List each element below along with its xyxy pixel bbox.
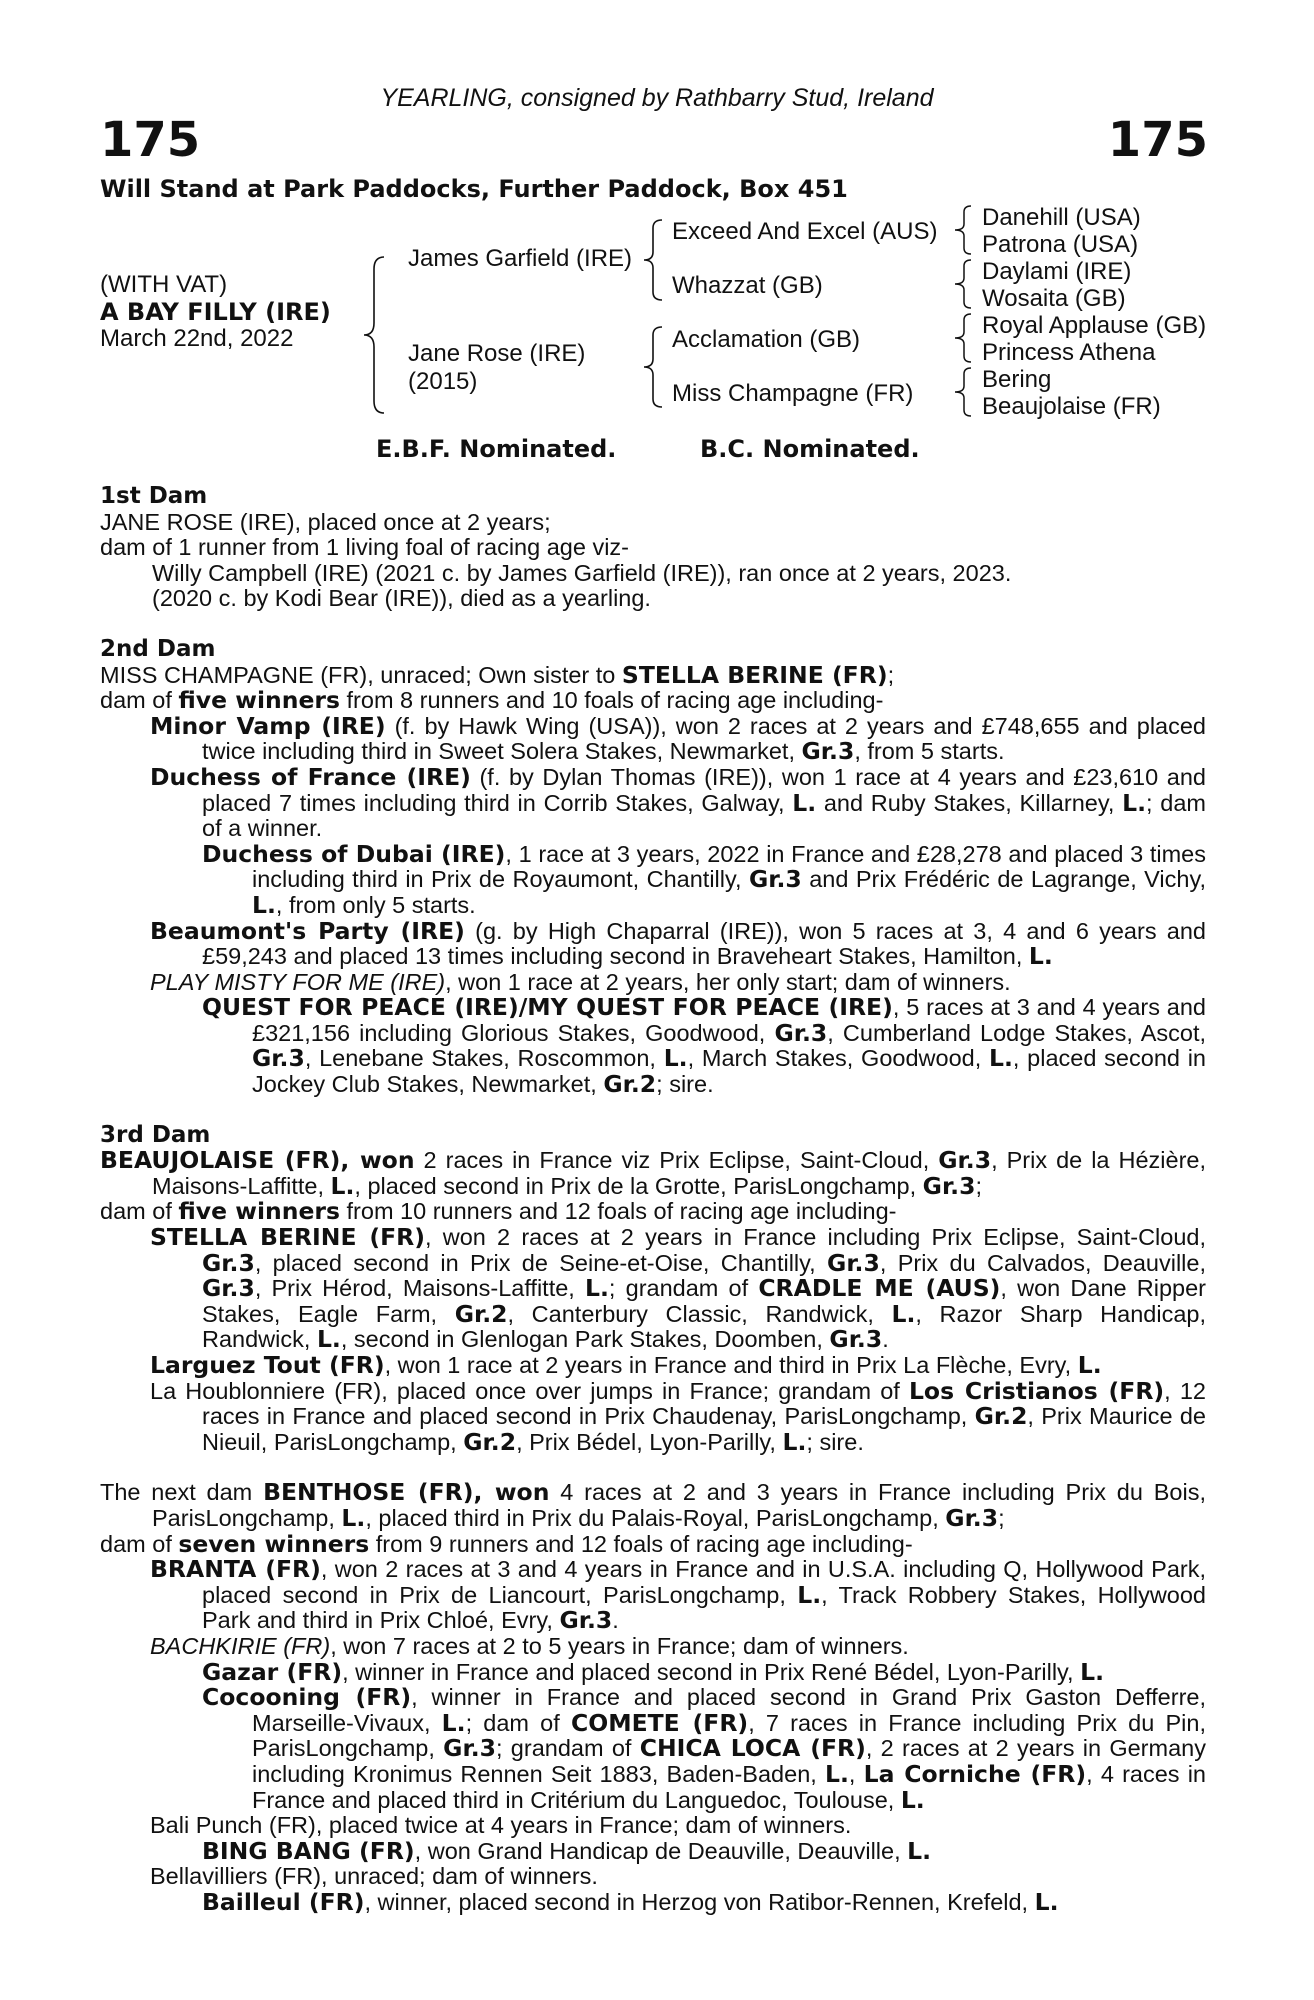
produce-bailleul xyxy=(100,1887,1206,1916)
text: MISS CHAMPAGNE (FR), unraced; Own sister to xyxy=(100,661,622,688)
text: , 2 races at 2 years in Germany including Kronimus Rennen Seit 1883, Baden-Baden, xyxy=(252,1735,1206,1787)
text: , Canterbury Classic, Randwick, xyxy=(507,1300,892,1327)
next-dam-line-2 xyxy=(100,1529,1206,1558)
horse-name: CHICA LOCA (FR) xyxy=(639,1734,866,1763)
ggp-6: Princess Athena xyxy=(982,339,1156,366)
horse-name: BING BANG (FR) xyxy=(202,1836,415,1865)
first-dam-title: 1st Dam xyxy=(100,483,208,509)
grade: L. xyxy=(1028,942,1053,971)
ggp-8: Beaujolaise (FR) xyxy=(982,393,1161,420)
produce-branta xyxy=(100,1557,1206,1634)
second-dam-title: 2nd Dam xyxy=(100,635,216,662)
horse-name: CRADLE ME (AUS) xyxy=(758,1274,1001,1303)
first-dam-produce-2: (2020 c. by Kodi Bear (IRE)), died as a yearling. xyxy=(152,585,651,612)
text: ; xyxy=(975,1172,982,1199)
text: , won 1 race at 2 years in France and third in Prix La Flèche, Evry, xyxy=(384,1352,1078,1378)
horse-name: Gazar (FR) xyxy=(202,1657,343,1686)
lot-number-right: 175 xyxy=(1107,112,1208,168)
text: , 12 races in France and placed second in Prix Chaudenay, ParisLongchamp, xyxy=(202,1377,1206,1430)
text: , from 5 starts. xyxy=(854,738,1005,765)
grade: Gr.3 xyxy=(938,1146,992,1175)
horse-name: QUEST FOR PEACE (IRE)/MY QUEST FOR PEACE (IRE) xyxy=(202,993,893,1022)
produce-play-misty xyxy=(100,970,1206,996)
text: , won 7 races at 2 to 5 years in France; dam of winners. xyxy=(330,1632,909,1659)
second-dam-line-1 xyxy=(100,660,1206,689)
third-dam-line-1 xyxy=(100,1148,1206,1199)
grade: Gr.3 xyxy=(443,1734,496,1763)
text: , winner in France and placed second in Grand Prix Gaston Defferre, Marseille-Vivaux, xyxy=(252,1684,1206,1736)
grade: L. xyxy=(900,1785,925,1814)
text: , March Stakes, Goodwood, xyxy=(687,1045,989,1072)
text: , Prix du Calvados, Deauville, xyxy=(879,1249,1206,1276)
ggp-1: Danehill (USA) xyxy=(982,204,1141,231)
grade: L. xyxy=(797,1580,822,1609)
text: , Prix Bédel, Lyon-Parilly, xyxy=(516,1428,783,1455)
produce-quest-for-peace xyxy=(100,995,1206,1097)
ebf-nomination: E.B.F. Nominated. xyxy=(376,435,617,463)
text: ; sire. xyxy=(656,1071,714,1098)
grade: Gr.2 xyxy=(603,1070,657,1099)
text: , 5 races at 3 and 4 years and £321,156 including Glorious Stakes, Goodwood, xyxy=(252,994,1206,1046)
grade: Gr.3 xyxy=(774,1018,828,1047)
grade: L. xyxy=(1080,1657,1105,1686)
text: , winner, placed second in Herzog von Ratibor-Rennen, Krefeld, xyxy=(364,1888,1035,1915)
text: ; xyxy=(998,1504,1005,1531)
horse-name: Duchess of Dubai (IRE) xyxy=(202,839,506,868)
text: , Prix Maurice de Nieuil, ParisLongchamp, xyxy=(202,1403,1206,1455)
ggp-5: Royal Applause (GB) xyxy=(982,312,1207,339)
horse-name: Bailleul (FR) xyxy=(202,1887,365,1916)
produce-duchess-of-dubai xyxy=(100,839,1206,919)
horse-name: COMETE (FR) xyxy=(570,1708,749,1737)
grade: Gr.3 xyxy=(829,1325,883,1354)
horse-name: La Corniche (FR) xyxy=(863,1759,1087,1788)
winners-count: five winners xyxy=(178,1197,340,1226)
text: from 9 runners and 12 foals of racing age including- xyxy=(369,1530,913,1557)
text: , Prix de la Hézière, Maisons-Laffitte, xyxy=(152,1147,1206,1199)
produce-bali-punch: Bali Punch (FR), placed twice at 4 years in France; dam of winners. xyxy=(150,1812,852,1839)
grade: Gr.3 xyxy=(945,1503,999,1532)
grade: L. xyxy=(989,1044,1013,1073)
third-dam-line-2 xyxy=(100,1199,1206,1225)
grade: Gr.2 xyxy=(463,1427,517,1456)
grade: Gr.3 xyxy=(202,1248,255,1277)
text: dam of xyxy=(100,687,179,714)
horse-name: Larguez Tout (FR) xyxy=(150,1351,385,1379)
text: , second in Glenlogan Park Stakes, Doomben, xyxy=(340,1326,830,1353)
next-dam-line-1 xyxy=(100,1480,1206,1531)
stand-location: Will Stand at Park Paddocks, Further Paddock, Box 451 xyxy=(100,175,848,203)
text: La Houblonniere (FR), placed once over jumps in France; grandam of xyxy=(150,1377,909,1404)
text: , placed second in Prix de la Grotte, ParisLongchamp, xyxy=(354,1172,923,1199)
ggp-3: Daylami (IRE) xyxy=(982,258,1132,285)
lot-number-left: 175 xyxy=(100,112,201,168)
text: 4 races at 2 and 3 years in France including Prix du Bois, ParisLongchamp, xyxy=(152,1479,1206,1531)
horse-name: Minor Vamp (IRE) xyxy=(150,711,386,740)
text: . xyxy=(612,1607,619,1634)
text: ; grandam of xyxy=(495,1735,640,1762)
grade: L. xyxy=(316,1325,341,1354)
consignor-note: YEARLING, consigned by Rathbarry Stud, Ireland xyxy=(380,84,934,112)
text: , Prix Hérod, Maisons-Laffitte, xyxy=(254,1275,586,1302)
dam-sire: Acclamation (GB) xyxy=(672,326,861,353)
third-dam-title: 3rd Dam xyxy=(100,1121,211,1148)
pedigree-brace-ggp-4 xyxy=(952,366,974,418)
grade: L. xyxy=(1122,788,1147,817)
next-dam-section xyxy=(100,1480,1206,1915)
produce-la-houblonniere xyxy=(100,1376,1206,1456)
horse-name: BEAUJOLAISE (FR), won xyxy=(100,1146,415,1175)
bc-nomination: B.C. Nominated. xyxy=(700,435,920,463)
text: , 7 races in France including Prix du Pin, ParisLongchamp, xyxy=(252,1709,1206,1762)
produce-duchess-of-france xyxy=(100,762,1206,842)
vat-note: (WITH VAT) xyxy=(100,271,228,298)
first-dam-line-1: JANE ROSE (IRE), placed once at 2 years; xyxy=(100,508,551,535)
first-dam-produce-1: Willy Campbell (IRE) (2021 c. by James Garfield (IRE)), ran once at 2 years, 2023. xyxy=(152,559,1012,586)
text: ; dam of a winner. xyxy=(202,789,1206,842)
text: (g. by High Chaparral (IRE)), won 5 races at 3, 4 and 6 years and £59,243 and placed 13 times including second in Braveheart Stakes, Hamilton, xyxy=(202,917,1206,970)
text: . xyxy=(882,1326,889,1353)
pedigree-brace-ggp-2 xyxy=(952,258,974,310)
horse-name: BRANTA (FR) xyxy=(150,1555,321,1584)
ggp-2: Patrona (USA) xyxy=(982,231,1139,258)
pedigree-brace-ggp-3 xyxy=(952,312,974,364)
grade: Gr.3 xyxy=(922,1171,976,1200)
pedigree-brace-main xyxy=(360,255,390,415)
text: , won Grand Handicap de Deauville, Deauville, xyxy=(414,1837,908,1864)
produce-cocooning xyxy=(100,1685,1206,1813)
text: from 8 runners and 10 foals of racing age including- xyxy=(339,687,884,714)
third-dam-section xyxy=(100,1123,1206,1456)
grade: Gr.3 xyxy=(827,1248,880,1277)
text: ; grandam of xyxy=(608,1275,759,1302)
grade: L. xyxy=(891,1299,916,1328)
horse-name: BENTHOSE (FR), won xyxy=(263,1478,550,1507)
grade: Gr.2 xyxy=(974,1402,1028,1431)
text: , Cumberland Lodge Stakes, Ascot, xyxy=(827,1019,1207,1046)
grade: Gr.3 xyxy=(559,1606,613,1635)
dam-name: Jane Rose (IRE) xyxy=(408,340,586,367)
sire-dam: Whazzat (GB) xyxy=(672,272,823,299)
text: dam of xyxy=(100,1198,179,1225)
second-dam-line-2 xyxy=(100,688,1206,714)
produce-beaumonts-party xyxy=(100,916,1206,971)
text: , Lenebane Stakes, Roscommon, xyxy=(304,1045,664,1072)
dam-dam: Miss Champagne (FR) xyxy=(672,380,914,407)
pedigree-brace-sire xyxy=(640,218,666,302)
text: ; dam of xyxy=(465,1709,571,1736)
text: and Ruby Stakes, Killarney, xyxy=(816,789,1123,816)
grade: L. xyxy=(824,1759,849,1788)
produce-gazar xyxy=(100,1657,1206,1686)
text: , won Dane Ripper Stakes, Eagle Farm, xyxy=(202,1275,1206,1327)
dam-year: (2015) xyxy=(408,368,478,395)
horse-name: Duchess of France (IRE) xyxy=(150,762,471,791)
pedigree-brace-dam xyxy=(640,325,666,409)
first-dam-section xyxy=(100,484,1206,612)
sire-name: James Garfield (IRE) xyxy=(408,245,633,272)
produce-bachkirie xyxy=(100,1634,1206,1660)
grade: L. xyxy=(663,1044,688,1073)
produce-stella-berine xyxy=(100,1225,1206,1353)
foaling-date: March 22nd, 2022 xyxy=(100,325,294,352)
second-dam-section xyxy=(100,637,1206,1098)
text: , Razor Sharp Handicap, Randwick, xyxy=(202,1300,1207,1353)
text: and Prix Frédéric de Lagrange, Vichy, xyxy=(801,866,1206,893)
text: , 4 races in France and placed third in Critérium du Languedoc, Toulouse, xyxy=(252,1760,1206,1813)
text: , Track Robbery Stakes, Hollywood Park and third in Prix Chloé, Evry, xyxy=(202,1581,1206,1634)
horse-name: STELLA BERINE (FR) xyxy=(621,660,888,689)
ggp-7: Bering xyxy=(982,366,1052,393)
grade: L. xyxy=(1077,1351,1102,1379)
ggp-4: Wosaita (GB) xyxy=(982,285,1126,312)
produce-bing-bang xyxy=(100,1836,1206,1865)
text: , from only 5 starts. xyxy=(275,891,476,918)
grade: Gr.2 xyxy=(454,1299,508,1328)
text: 2 races in France viz Prix Eclipse, Saint-Cloud, xyxy=(414,1147,939,1174)
text: dam of xyxy=(100,1530,179,1557)
grade: L. xyxy=(1034,1887,1059,1916)
grade: L. xyxy=(792,788,817,817)
lot-description: A BAY FILLY (IRE) xyxy=(100,298,331,326)
horse-name: Beaumont's Party (IRE) xyxy=(150,916,465,945)
produce-larguez-tout xyxy=(100,1353,1206,1379)
text: , xyxy=(848,1760,864,1787)
pedigree-brace-ggp-1 xyxy=(952,204,974,256)
text: , placed third in Prix du Palais-Royal, ParisLongchamp, xyxy=(365,1504,946,1531)
grade: L. xyxy=(441,1708,466,1737)
text: (f. by Hawk Wing (USA)), won 2 races at 2 years and £748,655 and placed twice including third in Sweet Solera Stakes, Newmarket, xyxy=(202,712,1206,765)
text: , won 1 race at 2 years, her only start; dam of winners. xyxy=(445,968,1011,995)
grade: L. xyxy=(907,1836,932,1865)
produce-minor-vamp xyxy=(100,711,1206,766)
text: , placed second in Jockey Club Stakes, Newmarket, xyxy=(252,1045,1206,1098)
grade: L. xyxy=(585,1274,609,1303)
text: , won 2 races at 3 and 4 years in France and in U.S.A. including Q, Hollywood Park, placed second in Prix de Liancourt, ParisLongchamp, xyxy=(202,1556,1206,1608)
text: , 1 race at 3 years, 2022 in France and £28,278 and placed 3 times including third in Prix de Royaumont, Chantilly, xyxy=(252,840,1206,893)
text: ; sire. xyxy=(806,1428,864,1455)
text: , won 2 races at 2 years in France including Prix Eclipse, Saint-Cloud, xyxy=(425,1224,1206,1251)
text: , placed second in Prix de Seine-et-Oise, Chantilly, xyxy=(254,1249,828,1276)
grade: L. xyxy=(252,890,276,919)
grade: L. xyxy=(341,1503,366,1532)
text: from 10 runners and 12 foals of racing age including- xyxy=(339,1198,897,1225)
first-dam-line-2: dam of 1 runner from 1 living foal of racing age viz- xyxy=(100,534,630,561)
grade: L. xyxy=(782,1427,807,1456)
grade: Gr.3 xyxy=(801,737,855,766)
text: ; xyxy=(887,661,895,688)
grade: Gr.3 xyxy=(748,865,802,894)
catalogue-body xyxy=(100,484,1206,1915)
winners-count: seven winners xyxy=(178,1529,370,1558)
produce-bellavilliers: Bellavilliers (FR), unraced; dam of winners. xyxy=(150,1863,598,1890)
grade: Gr.3 xyxy=(202,1274,255,1303)
sire-sire: Exceed And Excel (AUS) xyxy=(672,218,938,245)
horse-name: PLAY MISTY FOR ME (IRE) xyxy=(150,968,446,995)
grade: L. xyxy=(330,1171,355,1200)
text: The next dam xyxy=(100,1479,264,1506)
horse-name: STELLA BERINE (FR) xyxy=(150,1223,426,1252)
horse-name: Cocooning (FR) xyxy=(202,1683,412,1712)
grade: Gr.3 xyxy=(252,1044,305,1073)
text: , winner in France and placed second in Prix René Bédel, Lyon-Parilly, xyxy=(342,1658,1081,1685)
winners-count: five winners xyxy=(178,686,340,715)
horse-name: Los Cristianos (FR) xyxy=(908,1376,1165,1405)
horse-name: BACHKIRIE (FR) xyxy=(150,1632,331,1659)
text: (f. by Dylan Thomas (IRE)), won 1 race at 4 years and £23,610 and placed 7 times including third in Corrib Stakes, Galway, xyxy=(202,763,1206,816)
